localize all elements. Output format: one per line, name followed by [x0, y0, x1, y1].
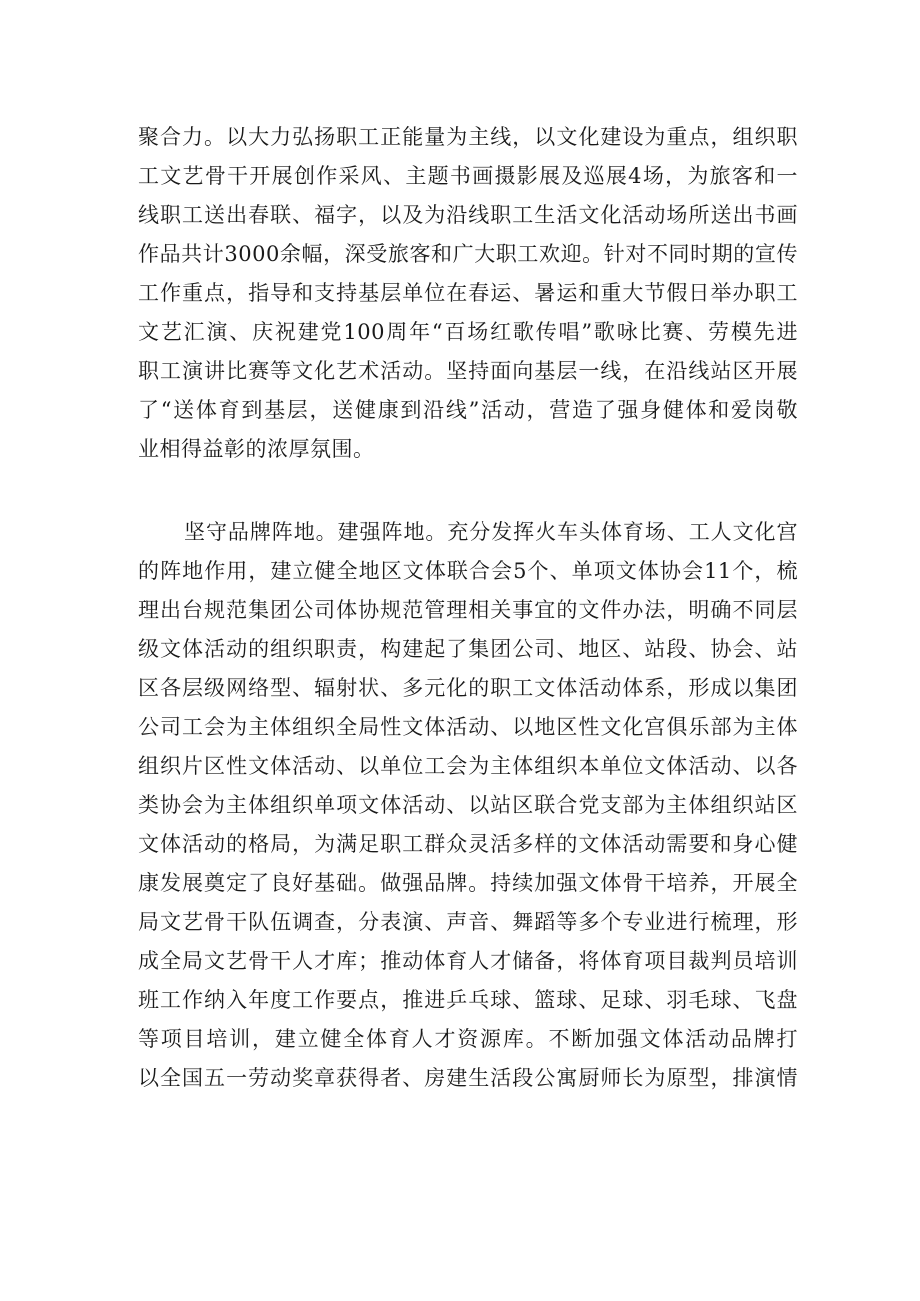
paragraph-2-line-6: 公司工会为主体组织全局性文体活动、以地区性文化宫俱乐部为主体 [138, 715, 798, 739]
paragraph-2-line-2: 的阵地作用，建立健全地区文体联合会5个、单项文体协会11个，梳 [138, 559, 798, 583]
paragraph-1-line-9: 业相得益彰的浓厚氛围。 [138, 437, 375, 461]
paragraph-2-line-15: 以全国五一劳动奖章获得者、房建生活段公寓厨师长为原型，排演情 [138, 1066, 798, 1090]
paragraph-1-line-2: 工文艺骨干开展创作采风、主题书画摄影展及巡展4场，为旅客和一 [138, 164, 798, 188]
paragraph-1 [138, 118, 798, 469]
paragraph-1-line-5: 工作重点，指导和支持基层单位在春运、暑运和重大节假日举办职工 [138, 281, 798, 305]
paragraph-1-line-4: 作品共计3000余幅，深受旅客和广大职工欢迎。针对不同时期的宣传 [138, 242, 798, 266]
paragraph-2-line-13: 班工作纳入年度工作要点，推进乒乓球、篮球、足球、羽毛球、飞盘 [138, 988, 798, 1012]
paragraph-1-line-7: 职工演讲比赛等文化艺术活动。坚持面向基层一线，在沿线站区开展 [138, 359, 798, 383]
paragraph-2-line-10: 康发展奠定了良好基础。做强品牌。持续加强文体骨干培养，开展全 [138, 871, 798, 895]
paragraph-2 [138, 513, 798, 1098]
paragraph-2-line-1: 坚守品牌阵地。建强阵地。充分发挥火车头体育场、工人文化宫 [184, 520, 798, 544]
paragraph-2-line-7: 组织片区性文体活动、以单位工会为主体组织本单位文体活动、以各 [138, 754, 798, 778]
paragraph-2-line-5: 区各层级网络型、辐射状、多元化的职工文体活动体系，形成以集团 [138, 676, 798, 700]
paragraph-2-line-11: 局文艺骨干队伍调查，分表演、声音、舞蹈等多个专业进行梳理，形 [138, 910, 798, 934]
paragraph-1-line-3: 线职工送出春联、福字，以及为沿线职工生活文化活动场所送出书画 [138, 203, 798, 227]
paragraph-2-line-8: 类协会为主体组织单项文体活动、以站区联合党支部为主体组织站区 [138, 793, 798, 817]
paragraph-2-line-12: 成全局文艺骨干人才库；推动体育人才储备，将体育项目裁判员培训 [138, 949, 798, 973]
paragraph-2-line-9: 文体活动的格局，为满足职工群众灵活多样的文体活动需要和身心健 [138, 832, 798, 856]
paragraph-1-line-6: 文艺汇演、庆祝建党100周年“百场红歌传唱”歌咏比赛、劳模先进 [138, 320, 798, 344]
paragraph-2-line-3: 理出台规范集团公司体协规范管理相关事宜的文件办法，明确不同层 [138, 598, 798, 622]
paragraph-2-line-14: 等项目培训，建立健全体育人才资源库。不断加强文体活动品牌打 [138, 1027, 798, 1051]
paragraph-2-line-4: 级文体活动的组织职责，构建起了集团公司、地区、站段、协会、站 [138, 637, 798, 661]
paragraph-1-line-1: 聚合力。以大力弘扬职工正能量为主线，以文化建设为重点，组织职 [138, 125, 798, 149]
paragraph-1-line-8: 了“送体育到基层，送健康到沿线”活动，营造了强身健体和爱岗敬 [138, 398, 798, 422]
